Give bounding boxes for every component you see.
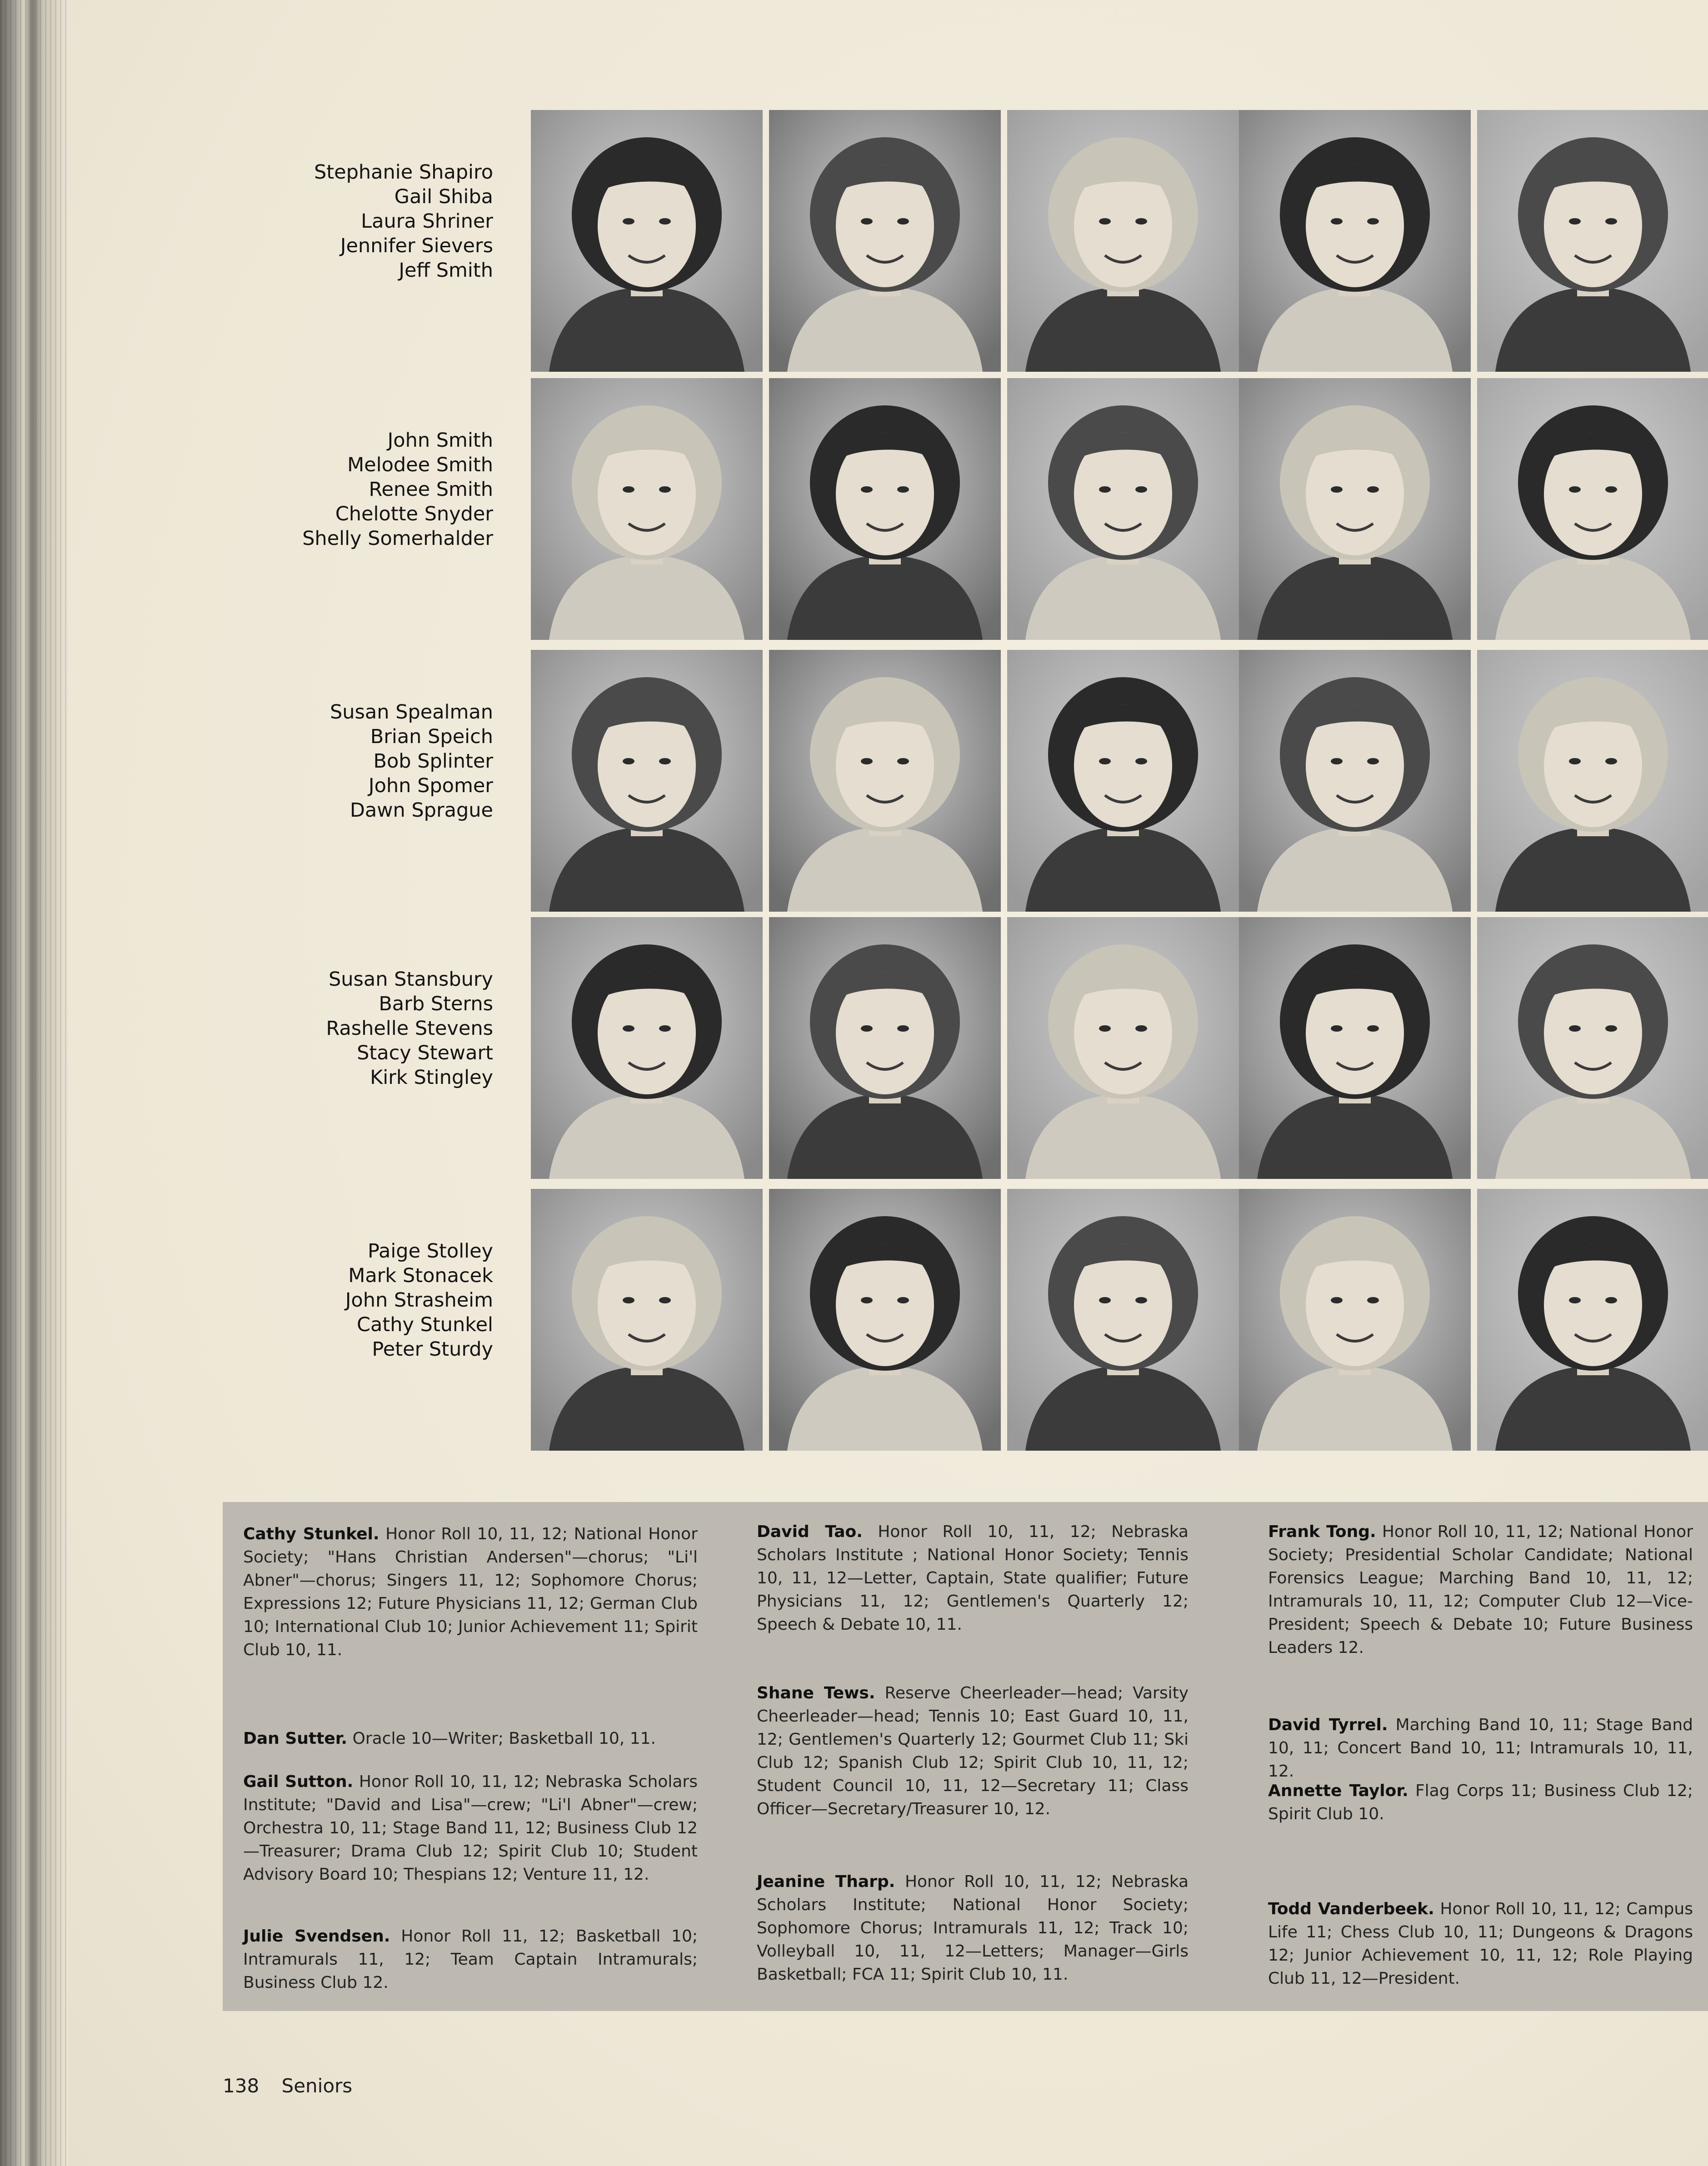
portrait-drawing	[1239, 650, 1471, 912]
student-portrait	[531, 1189, 763, 1451]
portrait-drawing	[769, 1189, 1001, 1451]
student-name: Barb Sterns	[379, 993, 493, 1015]
activity-caption	[1268, 1713, 1693, 1783]
student-name: Jennifer Sievers	[340, 235, 493, 257]
student-name: Susan Spealman	[330, 701, 493, 724]
page-footer	[223, 2075, 352, 2097]
portrait-drawing	[1239, 110, 1471, 372]
caption-activities: Honor Roll 10, 11, 12; Campus Life 11; Chess Club 10, 11; Dungeons & Dragons 12; Junior Achievement 10, 11, 12; Role Playing Club 11, 12—President.	[1268, 1900, 1693, 1988]
name-list	[255, 160, 493, 283]
student-portrait	[769, 1189, 1001, 1451]
student-portrait	[1239, 378, 1471, 640]
caption-activities: Honor Roll 10, 11, 12; National Honor Society; "Hans Christian Andersen"—chorus; "Li'l Abner"—chorus; Singers 11, 12; Sophomore Chorus; Expressions 12; Future Physicians 11, 12; German Club 10; International Club 10; Junior Achievement 11; Spirit Club 10, 11.	[243, 1525, 698, 1659]
student-portrait	[1007, 1189, 1239, 1451]
student-name: Melodee Smith	[347, 454, 493, 476]
portrait-drawing	[1239, 378, 1471, 640]
student-portrait	[1477, 917, 1708, 1179]
student-name: Jeff Smith	[399, 259, 493, 282]
student-name: Shelly Somerhalder	[302, 527, 493, 550]
portrait-drawing	[1007, 1189, 1239, 1451]
name-list	[255, 967, 493, 1090]
activity-caption	[757, 1682, 1189, 1821]
caption-activities: Oracle 10—Writer; Basketball 10, 11.	[352, 1729, 656, 1748]
portrait-drawing	[1239, 917, 1471, 1179]
student-name: Bob Splinter	[373, 750, 493, 773]
student-name: John Smith	[387, 429, 493, 452]
caption-student-name: Annette Taylor.	[1268, 1782, 1408, 1800]
student-portrait	[1477, 110, 1708, 372]
student-name: Brian Speich	[370, 725, 493, 748]
student-name: Stacy Stewart	[357, 1042, 493, 1064]
portrait-drawing	[769, 650, 1001, 912]
caption-student-name: Todd Vanderbeek.	[1268, 1900, 1434, 1918]
activity-caption	[757, 1870, 1189, 1986]
caption-activities: Honor Roll 10, 11, 12; National Honor Society; Presidential Scholar Candidate; National Forensics League; Marching Band 10, 11, 12; Intramurals 10, 11, 12; Computer Club 12—Vice-President; Speech & Debate 10; Future Business Leaders 12.	[1268, 1522, 1693, 1657]
student-name: Stephanie Shapiro	[314, 161, 493, 184]
student-portrait	[1007, 650, 1239, 912]
student-portrait	[531, 110, 763, 372]
portrait-drawing	[1239, 1189, 1471, 1451]
student-name: Dawn Sprague	[350, 799, 493, 822]
photo-row	[0, 110, 1708, 374]
portrait-drawing	[531, 917, 763, 1179]
caption-student-name: David Tyrrel.	[1268, 1716, 1388, 1734]
portrait-drawing	[1477, 650, 1708, 912]
student-name: Renee Smith	[369, 478, 493, 501]
student-portrait	[531, 378, 763, 640]
caption-activities: Honor Roll 10, 11, 12; Nebraska Scholars Institute ; National Honor Society; Tennis 10, 11, 12—Letter, Captain, State qualifier; Future Physicians 11, 12; Gentlemen's Quarterly 12; Speech & Debate 10, 11.	[757, 1522, 1189, 1634]
portrait-drawing	[1007, 110, 1239, 372]
caption-student-name: Jeanine Tharp.	[757, 1872, 895, 1891]
name-list	[255, 700, 493, 823]
student-portrait	[1477, 650, 1708, 912]
student-portrait	[1007, 110, 1239, 372]
student-name: Rashelle Stevens	[326, 1017, 493, 1040]
portrait-drawing	[1477, 1189, 1708, 1451]
caption-student-name: Frank Tong.	[1268, 1522, 1376, 1541]
student-name: John Strasheim	[345, 1289, 493, 1312]
student-portrait	[531, 917, 763, 1179]
student-portrait	[1007, 917, 1239, 1179]
student-portrait	[1239, 650, 1471, 912]
activities-panel	[223, 1502, 1708, 2011]
activity-caption	[243, 1522, 698, 1662]
page-number: 138	[223, 2075, 260, 2097]
student-name: Mark Stonacek	[348, 1264, 493, 1287]
student-name: Paige Stolley	[368, 1240, 493, 1263]
student-portrait	[1007, 378, 1239, 640]
section-title: Seniors	[281, 2075, 353, 2097]
caption-student-name: Shane Tews.	[757, 1684, 875, 1702]
portrait-drawing	[769, 917, 1001, 1179]
student-portrait	[769, 917, 1001, 1179]
activity-caption	[243, 1727, 698, 1750]
student-name: Kirk Stingley	[370, 1066, 493, 1089]
portrait-drawing	[1007, 917, 1239, 1179]
student-name: Chelotte Snyder	[335, 503, 493, 525]
caption-student-name: Dan Sutter.	[243, 1729, 348, 1748]
portrait-drawing	[1007, 378, 1239, 640]
portrait-drawing	[531, 650, 763, 912]
photo-row	[0, 1189, 1708, 1452]
activity-caption	[243, 1770, 698, 1886]
name-list	[255, 1239, 493, 1362]
student-portrait	[1239, 110, 1471, 372]
portrait-drawing	[1477, 110, 1708, 372]
portrait-drawing	[531, 110, 763, 372]
student-name: Susan Stansbury	[328, 968, 493, 991]
student-portrait	[769, 650, 1001, 912]
caption-activities: Reserve Cheerleader—head; Varsity Cheerleader—head; Tennis 10; East Guard 10, 11, 12; Gentlemen's Quarterly 12; Gourmet Club 11; Ski Club 12; Spanish Club 12; Spirit Club 10, 11, 12; Student Council 10, 11, 12—Secretary 11; Class Officer—Secretary/Treasurer 10, 12.	[757, 1684, 1189, 1818]
portrait-drawing	[1007, 650, 1239, 912]
caption-activities: Honor Roll 11, 12; Basketball 10; Intramurals 11, 12; Team Captain Intramurals; Business Club 12.	[243, 1927, 698, 1992]
caption-activities: Flag Corps 11; Business Club 12; Spirit Club 10.	[1268, 1782, 1693, 1823]
portrait-drawing	[1477, 378, 1708, 640]
photo-row	[0, 917, 1708, 1181]
name-list	[255, 428, 493, 551]
student-name: Gail Shiba	[394, 185, 493, 208]
photo-row	[0, 378, 1708, 642]
portrait-drawing	[531, 1189, 763, 1451]
caption-activities: Honor Roll 10, 11, 12; Nebraska Scholars Institute; "David and Lisa"—crew; "Li'l Abner"—crew; Orchestra 10, 11; Stage Band 11, 12; Business Club 12—Treasurer; Drama Club 12; Spirit Club 10; Student Advisory Board 10; Thespians 12; Venture 11, 12.	[243, 1772, 698, 1884]
portrait-drawing	[769, 378, 1001, 640]
activity-caption	[1268, 1779, 1693, 1826]
caption-student-name: Cathy Stunkel.	[243, 1525, 380, 1543]
portrait-drawing	[531, 378, 763, 640]
student-portrait	[1239, 917, 1471, 1179]
student-name: Peter Sturdy	[372, 1338, 493, 1361]
caption-activities: Marching Band 10, 11; Stage Band 10, 11; Concert Band 10, 11; Intramurals 10, 11, 12.	[1268, 1716, 1693, 1781]
activity-caption	[1268, 1520, 1693, 1659]
student-portrait	[1477, 1189, 1708, 1451]
student-name: Laura Shriner	[361, 210, 493, 233]
activity-caption	[757, 1520, 1189, 1636]
student-portrait	[531, 650, 763, 912]
student-name: Cathy Stunkel	[356, 1313, 493, 1336]
student-portrait	[1239, 1189, 1471, 1451]
student-portrait	[769, 378, 1001, 640]
student-portrait	[769, 110, 1001, 372]
caption-activities: Honor Roll 10, 11, 12; Nebraska Scholars Institute; National Honor Society; Sophomore Chorus; Intramurals 11, 12; Track 10; Volleyball 10, 11, 12—Letters; Manager—Girls Basketball; FCA 11; Spirit Club 10, 11.	[757, 1872, 1189, 1984]
caption-student-name: David Tao.	[757, 1522, 863, 1541]
portrait-drawing	[769, 110, 1001, 372]
activity-caption	[243, 1925, 698, 1994]
photo-row	[0, 650, 1708, 913]
caption-student-name: Gail Sutton.	[243, 1772, 354, 1791]
student-portrait	[1477, 378, 1708, 640]
caption-student-name: Julie Svendsen.	[243, 1927, 390, 1946]
student-name: John Spomer	[368, 774, 493, 797]
activity-caption	[1268, 1897, 1693, 1990]
portrait-drawing	[1477, 917, 1708, 1179]
